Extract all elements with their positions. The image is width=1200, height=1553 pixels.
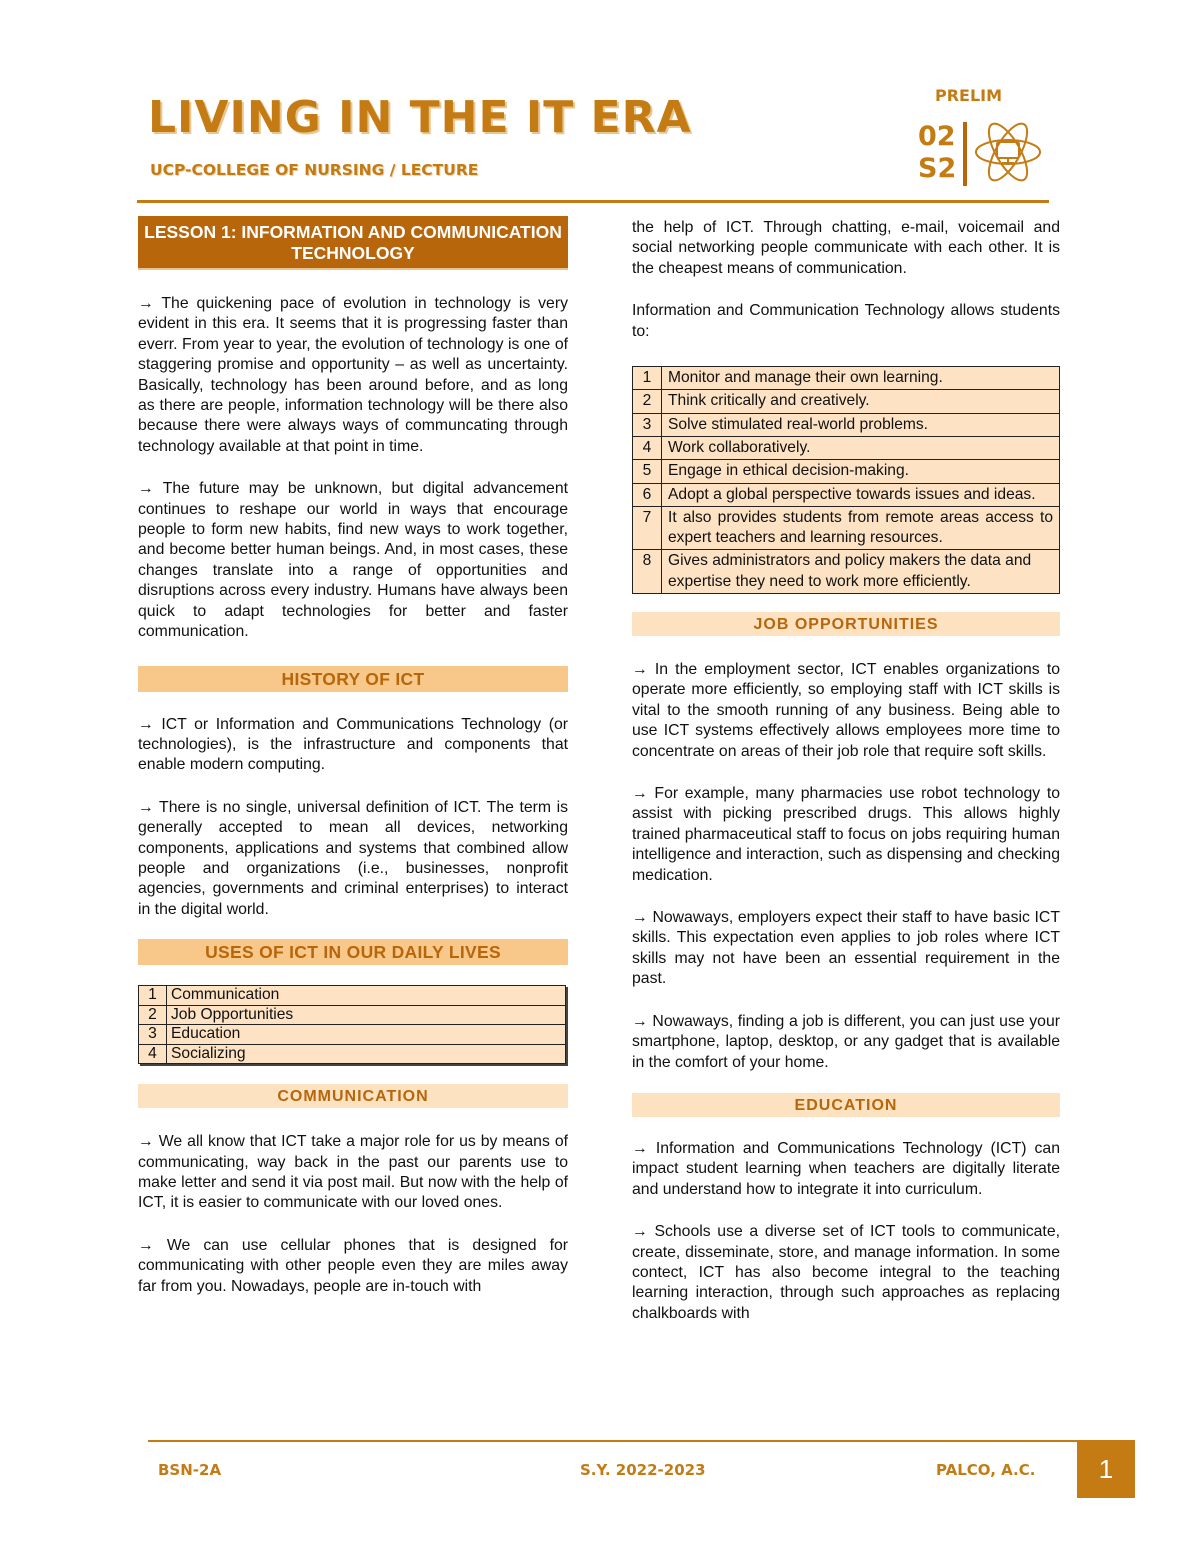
- job-heading: JOB OPPORTUNITIES: [632, 612, 1060, 636]
- list-item-number: 1: [139, 986, 167, 1006]
- document-subtitle: UCP-COLLEGE OF NURSING / LECTURE: [150, 161, 479, 179]
- list-item-number: 3: [633, 413, 662, 436]
- list-item-number: 8: [633, 550, 662, 594]
- history-paragraph-2: → There is no single, universal definition of ICT. The term is generally accepted to mean all devices, networking components, applications and systems that combined allow people and organizations (i.e., businesses, nonprofit agencies, governments and criminal enterprises) to interact in the digital world.: [138, 798, 568, 918]
- communication-continuation: the help of ICT. Through chatting, e-mail, voicemail and social networking people communicate with each other. It is the cheapest means of communication.: [632, 219, 1060, 277]
- term-label: PRELIM: [935, 86, 1003, 105]
- uses-heading: USES OF ICT IN OUR DAILY LIVES: [138, 939, 568, 965]
- left-column: [138, 216, 568, 1297]
- list-item-number: 6: [633, 483, 662, 506]
- list-item: [633, 506, 1060, 550]
- education-paragraph-2: → Schools use a diverse set of ICT tools to communicate, create, disseminate, store, and manage information. In some contect, ICT has also become integral to the teaching learning interaction, through such approaches as replacing chalkboards with: [632, 1223, 1060, 1322]
- uses-list: [138, 985, 566, 1064]
- list-item-number: 2: [633, 390, 662, 413]
- lesson-title: LESSON 1: INFORMATION AND COMMUNICATION TECHNOLOGY: [138, 216, 568, 270]
- job-paragraph-1: → In the employment sector, ICT enables organizations to operate more efficiently, so employing staff with ICT skills is vital to the smooth running of any business. Being able to use ICT systems effectively allows employees more time to concentrate on areas of their job role that require soft skills.: [632, 661, 1060, 760]
- history-paragraph-1: → ICT or Information and Communications Technology (or technologies), is the infrastructure and components that enable modern computing.: [138, 715, 568, 774]
- list-item-text: Gives administrators and policy makers the data and expertise they need to work more efficiently.: [662, 550, 1060, 594]
- list-item-number: 4: [139, 1044, 167, 1064]
- list-item-text: Think critically and creatively.: [662, 390, 1060, 413]
- list-item: [633, 550, 1060, 594]
- list-item: [633, 390, 1060, 413]
- header-divider: [963, 122, 967, 186]
- list-item-text: Monitor and manage their own learning.: [662, 367, 1060, 390]
- allows-intro: Information and Communication Technology allows students to:: [632, 302, 1060, 340]
- list-item-number: 3: [139, 1025, 167, 1045]
- list-item: [139, 1044, 566, 1064]
- list-item: [633, 367, 1060, 390]
- communication-paragraph-2: → We can use cellular phones that is designed for communicating with other people even they are miles away far from you. Nowadays, people are in-touch with: [138, 1236, 568, 1295]
- job-paragraph-3: → Nowaways, employers expect their staff to have basic ICT skills. This expectation even applies to job roles where ICT skills may not have been an essential requirement in the past.: [632, 909, 1060, 988]
- communication-paragraph-1: → We all know that ICT take a major role for us by means of communicating, way back in the past our parents use to make letter and send it via post mail. But now with the help of ICT, it is easier to communicate with our loved ones.: [138, 1133, 568, 1212]
- list-item: [139, 986, 566, 1006]
- list-item-text: Engage in ethical decision-making.: [662, 460, 1060, 483]
- job-paragraph-4: → Nowaways, finding a job is different, you can just use your smartphone, laptop, desktop, or any gadget that is available in the comfort of your home.: [632, 1012, 1060, 1071]
- education-paragraph-1: → Information and Communications Technology (ICT) can impact student learning when teachers are digitally literate and understand how to integrate it into curriculum.: [632, 1139, 1060, 1198]
- list-item-number: 2: [139, 1005, 167, 1025]
- right-column: [632, 218, 1060, 1324]
- education-heading: EDUCATION: [632, 1093, 1060, 1117]
- list-item: [633, 460, 1060, 483]
- footer-rule: [148, 1440, 1132, 1442]
- list-item: [139, 1025, 566, 1045]
- list-item-number: 5: [633, 460, 662, 483]
- header-rule: [137, 200, 1049, 203]
- list-item-text: It also provides students from remote areas access to expert teachers and learning resources.: [662, 506, 1060, 550]
- list-item-text: Job Opportunities: [167, 1005, 566, 1025]
- list-item: [633, 436, 1060, 459]
- footer-author: PALCO, A.C.: [936, 1461, 1036, 1479]
- list-item-number: 4: [633, 436, 662, 459]
- intro-paragraph-1: → The quickening pace of evolution in technology is very evident in this era. It seems that it is progressing faster than everr. From year to year, the evolution of technology is one of staggering promise and opportunity – as well as uncertainty. Basically, technology has been around before, and as long as there are people, information technology will be there also because there were always ways of communcating through technology available at that point in time.: [138, 295, 568, 455]
- footer-school-year: S.Y. 2022-2023: [580, 1461, 706, 1479]
- history-heading: HISTORY OF ICT: [138, 666, 568, 692]
- list-item: [633, 413, 1060, 436]
- list-item-text: Communication: [167, 986, 566, 1006]
- document-title: LIVING IN THE IT ERA: [148, 92, 692, 143]
- list-item: [633, 483, 1060, 506]
- list-item-text: Solve stimulated real-world problems.: [662, 413, 1060, 436]
- list-item-text: Adopt a global perspective towards issues and ideas.: [662, 483, 1060, 506]
- list-item-number: 1: [633, 367, 662, 390]
- list-item-number: 7: [633, 506, 662, 550]
- list-item: [139, 1005, 566, 1025]
- job-paragraph-2: → For example, many pharmacies use robot technology to assist with picking prescribed drugs. This allows highly trained pharmaceutical staff to focus on jobs requiring human intelligence and interaction, such as dispensing and checking medication.: [632, 785, 1060, 884]
- communication-heading: COMMUNICATION: [138, 1084, 568, 1108]
- list-item-text: Education: [167, 1025, 566, 1045]
- list-item-text: Work collaboratively.: [662, 436, 1060, 459]
- list-item-text: Socializing: [167, 1044, 566, 1064]
- course-code-line1: 02: [918, 121, 956, 152]
- footer-section: BSN-2A: [158, 1461, 222, 1479]
- intro-paragraph-2: → The future may be unknown, but digital advancement continues to reshape our world in ways that encourage people to form new habits, find new ways to work together, and become better human beings. And, in most cases, these changes translate into a range of opportunities and disruptions across every industry. Humans have always been quick to adapt technologies for better and faster communication.: [138, 480, 568, 641]
- page-number: 1: [1077, 1440, 1135, 1498]
- course-code-line2: S2: [918, 153, 957, 184]
- atom-computer-icon: [972, 116, 1044, 188]
- allows-list: [632, 366, 1060, 594]
